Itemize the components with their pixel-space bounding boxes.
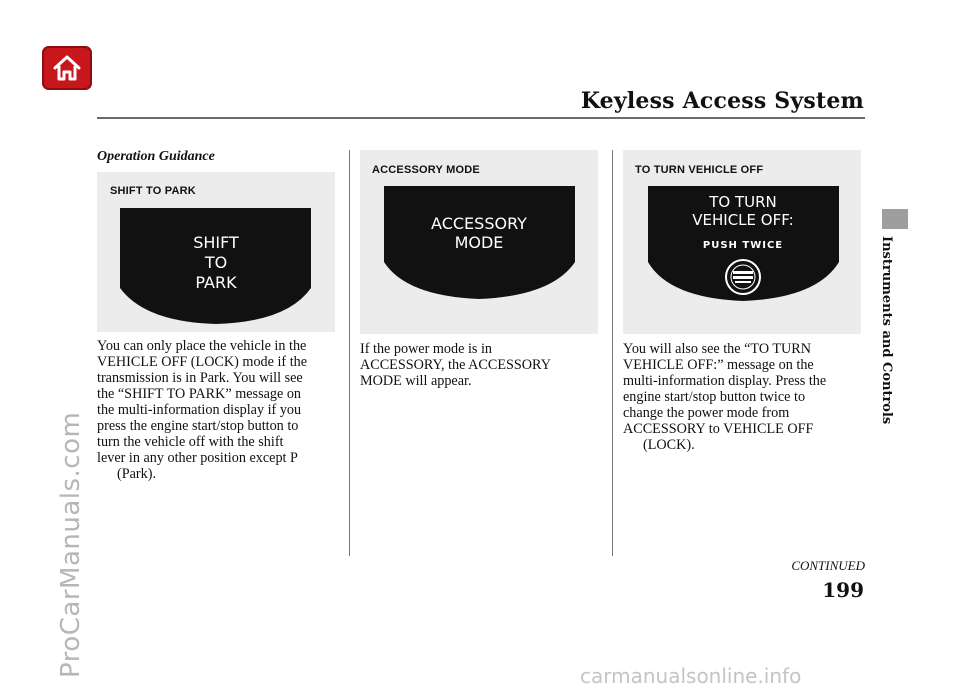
display-turn-vehicle-off — [623, 150, 861, 334]
section-heading: Operation Guidance — [97, 149, 215, 164]
figure-turn-vehicle-off — [623, 150, 861, 334]
text-line: change the power mode from — [623, 405, 790, 421]
paragraph-shift-to-park — [97, 338, 342, 482]
text-line: VEHICLE OFF:” message on the — [623, 357, 814, 373]
display-text-line: PARK — [195, 273, 237, 292]
figure-label: ACCESSORY MODE — [372, 164, 480, 176]
text-line: You can only place the vehicle in the — [97, 338, 307, 354]
text-line: ACCESSORY, the ACCESSORY — [360, 357, 551, 373]
display-accessory-mode — [360, 150, 598, 334]
display-subtext: PUSH TWICE — [702, 240, 784, 251]
display-text-line: SHIFT — [193, 233, 239, 252]
display-text-line: ACCESSORY — [431, 214, 527, 233]
text-line: (LOCK). — [643, 437, 695, 453]
text-line: transmission is in Park. You will see — [97, 370, 303, 386]
text-line: VEHICLE OFF (LOCK) mode if the — [97, 354, 308, 370]
text-line: ACCESSORY to VEHICLE OFF — [623, 421, 814, 437]
home-icon — [51, 52, 83, 84]
column-divider-1 — [349, 150, 350, 556]
side-watermark: ProCarManuals.com — [56, 411, 86, 678]
bottom-watermark: carmanualsonline.info — [580, 664, 802, 688]
text-line: If the power mode is in — [360, 341, 492, 357]
text-line: engine start/stop button twice to — [623, 389, 806, 405]
page-number: 199 — [822, 578, 864, 602]
text-line: turn the vehicle off with the shift — [97, 434, 284, 450]
text-line: MODE will appear. — [360, 373, 472, 389]
display-text-line: VEHICLE OFF: — [692, 211, 794, 229]
paragraph-turn-vehicle-off — [623, 341, 863, 453]
figure-accessory-mode — [360, 150, 598, 334]
text-line: (Park). — [117, 466, 157, 482]
paragraph-accessory-mode — [360, 341, 605, 389]
display-text-line: TO — [204, 253, 228, 272]
figure-shift-to-park — [97, 172, 335, 332]
column-divider-2 — [612, 150, 613, 556]
text-line: lever in any other position except P — [97, 450, 298, 466]
display-text-line: TO TURN — [709, 193, 777, 211]
page-header-title: Keyless Access System — [580, 88, 864, 114]
header-divider — [97, 117, 865, 119]
figure-label: TO TURN VEHICLE OFF — [635, 164, 764, 176]
continued-label: CONTINUED — [791, 558, 865, 573]
display-shift-to-park — [97, 172, 335, 332]
text-line: multi-information display. Press the — [623, 373, 827, 389]
display-text-line: MODE — [454, 233, 504, 252]
home-button[interactable] — [42, 46, 92, 90]
figure-label: SHIFT TO PARK — [110, 185, 196, 197]
chapter-tab[interactable] — [882, 209, 908, 229]
text-line: press the engine start/stop button to — [97, 418, 299, 434]
text-line: You will also see the “TO TURN — [623, 341, 811, 357]
text-line: the “SHIFT TO PARK” message on — [97, 386, 302, 402]
chapter-label: Instruments and Controls — [879, 236, 894, 425]
text-line: the multi-information display if you — [97, 402, 302, 418]
engine-start-button-icon — [726, 260, 760, 294]
